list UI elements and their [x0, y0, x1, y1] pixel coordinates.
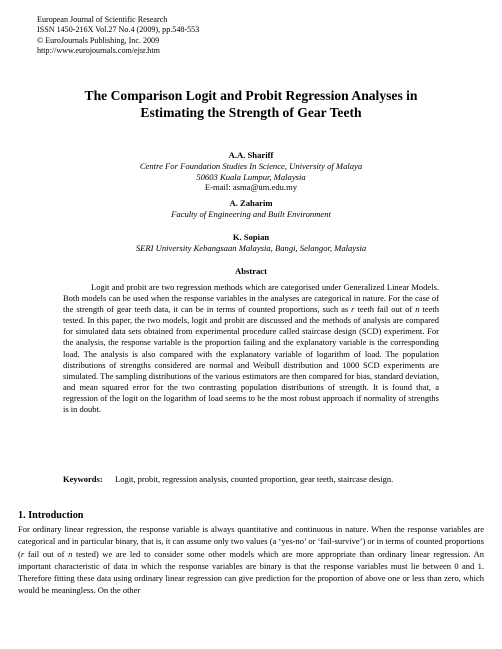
journal-name: European Journal of Scientific Research — [37, 15, 168, 24]
journal-issn: ISSN 1450-216X Vol.27 No.4 (2009), pp.548-553 — [37, 25, 200, 35]
author-name: A. Zaharim — [229, 198, 273, 208]
title-line-1: The Comparison Logit and Probit Regression Analyses in — [84, 88, 418, 103]
keywords-text: Logit, probit, regression analysis, counted proportion, gear teeth, staircase design. — [115, 474, 394, 484]
abstract-text — [63, 282, 439, 415]
intro-part-3: tested) we are led to consider some other models which are more appropriate than ordinary linear regression. An important characteristic of data in which the response variables are binary is that the response variables must lie between 0 and 1. Therefore fitting these data using ordinary linear regression can give prediction for the proportion of above one or less than zero, which would be meaningless. On the other — [18, 548, 484, 596]
author-affiliation: Faculty of Engineering and Built Environment — [171, 208, 331, 219]
introduction-text — [18, 523, 484, 597]
abstract-part-2: teeth fail out of — [354, 304, 416, 315]
section-heading-introduction: 1. Introduction — [18, 510, 84, 521]
journal-header — [37, 15, 199, 57]
paper-title — [30, 87, 472, 121]
intro-part-2: fail out of — [24, 548, 69, 559]
author-block-2 — [30, 198, 472, 220]
abstract-part-1: Logit and probit are two regression methods which are categorised under Generalized Linear Models. Both models can be used when the response variables in the analyses are categorical in nature. For the case of the strength of gear teeth data, it can be in terms of counted proportions, such as — [63, 282, 439, 315]
author-name: K. Sopian — [232, 232, 270, 242]
abstract-part-3: teeth tested. In this paper, the two models, logit and probit are discussed and the methods of analysis are compared for simulated data sets obtained from experimental procedure called staircase design (SCD) experiment. For the analysis, the response variable is the proportion failing and the explanatory variable is the corresponding load. The analysis is also compared with the explanatory variable of logarithm of load. The population distributions of strengths considered are normal and Weibull distribution and 1000 SCD experiments are simulated. The sampling distributions of the various estimators are then compared for bias, standard deviation, and mean squared error for the two contrasting population distributions of strength. It is found that, a regression of the logit on the logarithm of load seems to be the most robust approach if normality of strengths is in doubt. — [63, 304, 439, 415]
title-line-2: Estimating the Strength of Gear Teeth — [140, 105, 362, 120]
intro-var-n: n — [68, 548, 73, 559]
author-address: 50603 Kuala Lumpur, Malaysia — [196, 171, 306, 182]
author-name: A.A. Shariff — [228, 150, 274, 160]
abstract-var-r: r — [351, 304, 355, 315]
author-email[interactable]: E-mail: asma@um.edu.my — [204, 182, 298, 193]
abstract-heading: Abstract — [235, 266, 267, 276]
intro-part-1: For ordinary linear regression, the response variable is always quantitative and continuous in nature. When the response variables are categorical and in particular binary, that is, it can assume only two values (a ‘yes-no’ or ‘fail-survive’) or in terms of counted proportions ( — [18, 524, 484, 559]
abstract-var-n: n — [415, 304, 420, 315]
author-block-3 — [30, 232, 472, 254]
keywords-label: Keywords: — [63, 474, 103, 484]
author-affiliation: SERI University Kebangsaan Malaysia, Bangi, Selangor, Malaysia — [135, 242, 367, 253]
author-block-1 — [30, 150, 472, 193]
author-affiliation: Centre For Foundation Studies In Science, University of Malaya — [139, 160, 363, 171]
journal-copyright: © EuroJournals Publishing, Inc. 2009 — [37, 35, 160, 45]
intro-var-r: r — [20, 548, 25, 559]
journal-url[interactable]: http://www.eurojournals.com/ejsr.htm — [37, 46, 160, 56]
